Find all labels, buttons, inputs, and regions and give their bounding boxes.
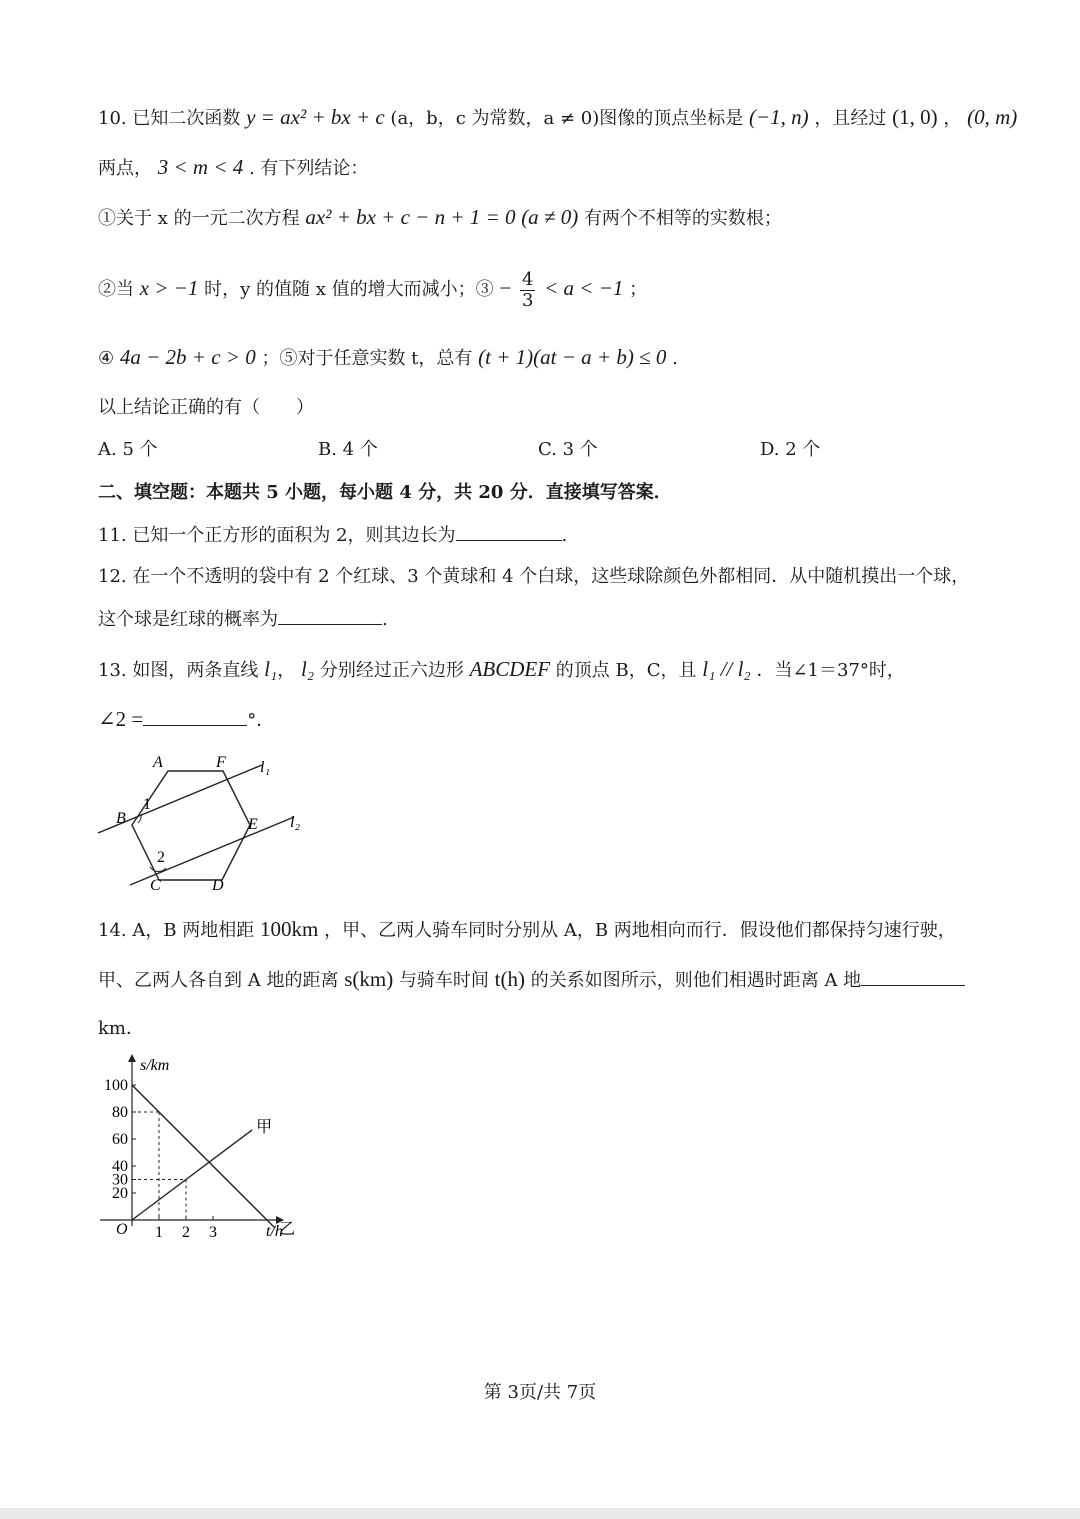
- section-2-heading: 二、填空题：本题共 5 小题，每小题 4 分，共 20 分．直接填写答案．: [98, 482, 672, 503]
- q14-answer-blank[interactable]: [861, 967, 965, 986]
- x-axis-label: t/h: [266, 1223, 283, 1240]
- y-axis-label: s/km: [140, 1057, 170, 1074]
- x-tick-label-3: 3: [209, 1224, 217, 1241]
- label-f: F: [216, 754, 226, 771]
- label-2: 2: [157, 849, 165, 866]
- q13-answer-blank[interactable]: [143, 707, 247, 726]
- option-a[interactable]: A. 5 个: [98, 439, 158, 460]
- option-b[interactable]: B. 4 个: [318, 439, 378, 460]
- y-tick-label-40: 40: [112, 1158, 128, 1175]
- y-tick-label-30: 30: [112, 1171, 128, 1189]
- label-b: B: [116, 810, 126, 827]
- bottom-strip: [0, 1508, 1080, 1519]
- q12-answer-blank[interactable]: [278, 606, 382, 625]
- label-a: A: [153, 754, 163, 771]
- series-label-2: 乙: [279, 1221, 296, 1239]
- option-c[interactable]: C. 3 个: [538, 439, 598, 460]
- y-axis-arrow: [128, 1054, 136, 1062]
- series-line-2: [132, 1085, 275, 1228]
- q11: 11. 已知一个正方形的面积为 2，则其边长为 .: [98, 522, 567, 549]
- x-tick-label-2: 2: [182, 1224, 190, 1241]
- series-line-1: [132, 1130, 252, 1220]
- line-l2: [130, 817, 294, 885]
- q14-line1: 14. A，B 两地相距 100km ，甲、乙两人骑车同时分别从 A，B 两地相向而行．假设他们都保持匀速行驶，: [98, 917, 956, 941]
- q10-statement-4-5: ④ 4a − 2b + c > 0 ；⑤对于任意实数 t，总有 (t + 1)(at − a + b) ≤ 0 .: [98, 345, 678, 369]
- hexagon-abcdef: [132, 771, 250, 880]
- origin-label: O: [116, 1221, 128, 1238]
- q10-line2: 两点， 3 < m < 4 . 有下列结论：: [98, 155, 369, 179]
- q11-answer-blank[interactable]: [456, 522, 562, 541]
- option-d[interactable]: D. 2 个: [760, 439, 821, 460]
- y-tick-label-20: 20: [112, 1185, 128, 1202]
- page-footer: 第 3页/共 7页: [483, 1382, 597, 1403]
- fraction-four-thirds: $\frac{4}{3}$: [521, 268, 534, 311]
- y-tick-label-100: 100: [104, 1077, 128, 1094]
- label-d: D: [212, 877, 224, 894]
- q13-line1: 13. 如图，两条直线 l₁， l₂ 分别经过正六边形 ABCDEF 的顶点 B，C，且 l₁ // l₂ ．当∠1＝37°时，: [98, 657, 905, 681]
- hexagon-figure: [90, 745, 320, 895]
- series-label-1: 甲: [256, 1118, 273, 1136]
- q14-line3: km．: [98, 1018, 144, 1039]
- distance-time-chart: [96, 1050, 306, 1246]
- y-tick-label-80: 80: [112, 1104, 128, 1121]
- q13-line2: ∠2 = °．: [98, 707, 275, 731]
- q12-line1: 12. 在一个不透明的袋中有 2 个红球、3 个黄球和 4 个白球，这些球除颜色外都相同．从中随机摸出一个球，: [98, 566, 970, 587]
- q10-prompt: 以上结论正确的有（ ）: [98, 397, 314, 418]
- y-tick-label-60: 60: [112, 1131, 128, 1148]
- label-c: C: [150, 877, 161, 894]
- q12-line2: 这个球是红球的概率为 .: [98, 606, 388, 633]
- label-e: E: [248, 816, 258, 833]
- label-1: 1: [143, 796, 151, 813]
- x-tick-label-1: 1: [155, 1224, 163, 1241]
- label-l1: l₁: [260, 759, 271, 776]
- q10-statement-2-3: ②当 x > −1 时，y 的值随 x 值的增大而减小；③ − $\frac{4}{3}$ < a < −1 ；: [98, 268, 648, 311]
- q10-statement-1: ①关于 x 的一元二次方程 ax² + bx + c − n + 1 = 0 (a ≠ 0) 有两个不相等的实数根；: [98, 205, 782, 229]
- label-l2: l₂: [290, 814, 301, 831]
- q14-line2: 甲、乙两人各自到 A 地的距离 s(km) 与骑车时间 t(h) 的关系如图所示，则他们相遇时距离 A 地: [98, 966, 965, 994]
- q10-line1: 10. 已知二次函数 y = ax² + bx + c (a，b，c 为常数，a ≠ 0)图像的顶点坐标是 (−1, n) ，且经过 (1, 0) ， (0, m): [98, 105, 1018, 129]
